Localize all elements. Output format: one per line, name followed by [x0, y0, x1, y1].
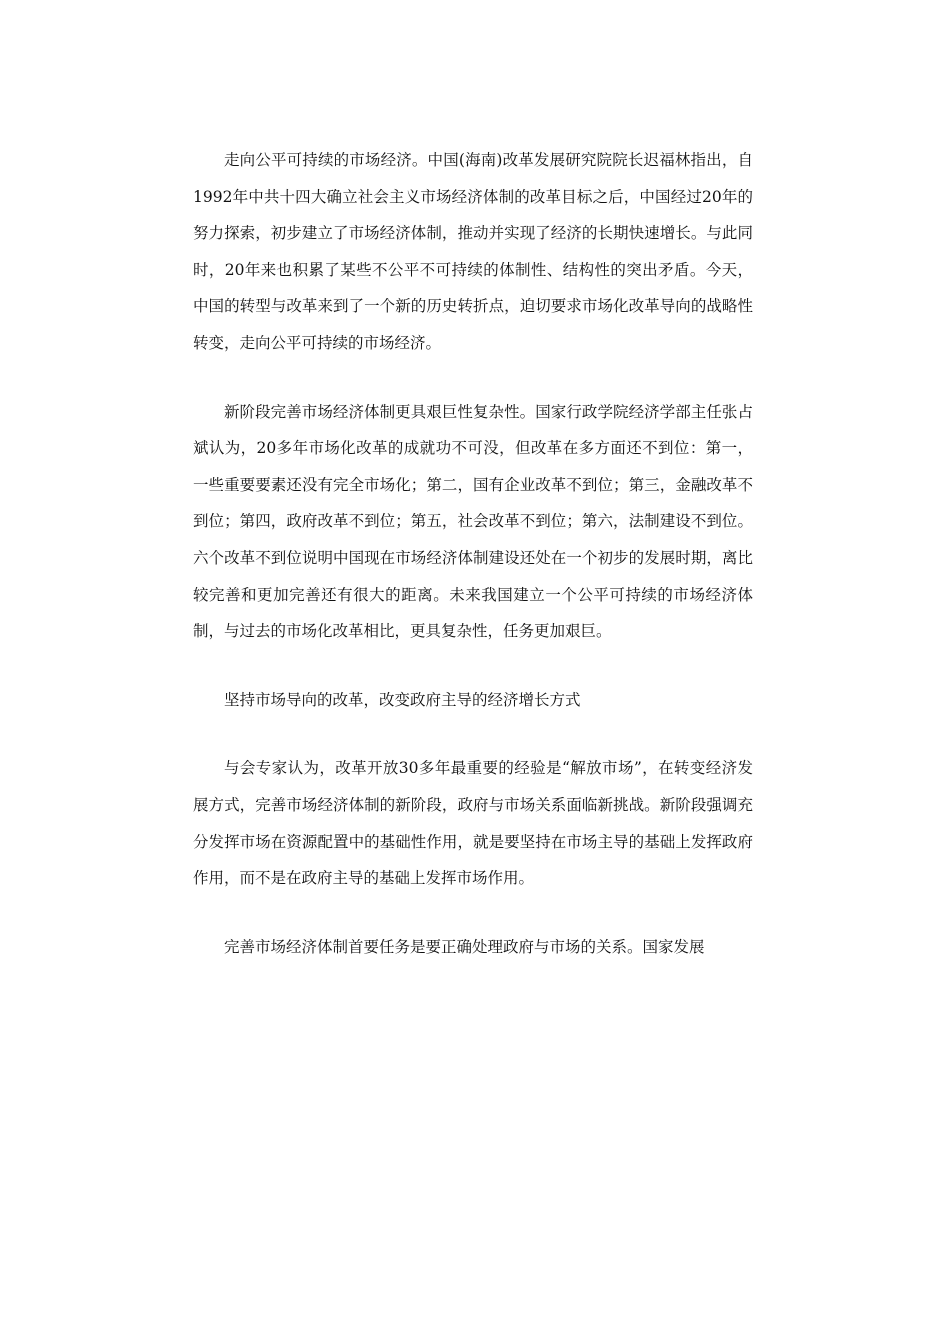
paragraph-government-market-relationship: 完善市场经济体制首要任务是要正确处理政府与市场的关系。国家发展	[224, 937, 705, 956]
paragraph-liberate-market: 与会专家认为，改革开放30多年最重要的经验是“解放市场”，在转变经济发展方式，完善市场经济体制的新阶段，政府与市场关系面临新挑战。新阶段强调充分发挥市场在资源配置中的基础性作用，就是要坚持在市场主导的基础上发挥政府作用，而不是在政府主导的基础上发挥市场作用。	[193, 759, 753, 888]
article-body	[193, 142, 753, 997]
paragraph-fair-sustainable-market-economy: 走向公平可持续的市场经济。中国(海南)改革发展研究院院长迟福林指出，自1992年中共十四大确立社会主义市场经济体制的改革目标之后，中国经过20年的努力探索，初步建立了市场经济体制，推动并实现了经济的长期快速增长。与此同时，20年来也积累了某些不公平不可持续的体制性、结构性的突出矛盾。今天，中国的转型与改革来到了一个新的历史转折点，迫切要求市场化改革导向的战略性转变，走向公平可持续的市场经济。	[193, 151, 753, 352]
paragraph-market-system-complexity: 新阶段完善市场经济体制更具艰巨性复杂性。国家行政学院经济学部主任张占斌认为，20多年市场化改革的成就功不可没，但改革在多方面还不到位：第一，一些重要要素还没有完全市场化；第二，国有企业改革不到位；第三，金融改革不到位；第四，政府改革不到位；第五，社会改革不到位；第六，法制建设不到位。六个改革不到位说明中国现在市场经济体制建设还处在一个初步的发展时期，离比较完善和更加完善还有很大的距离。未来我国建立一个公平可持续的市场经济体制，与过去的市场化改革相比，更具复杂性，任务更加艰巨。	[193, 402, 753, 641]
section-heading-market-oriented-reform: 坚持市场导向的改革，改变政府主导的经济增长方式	[224, 690, 581, 709]
